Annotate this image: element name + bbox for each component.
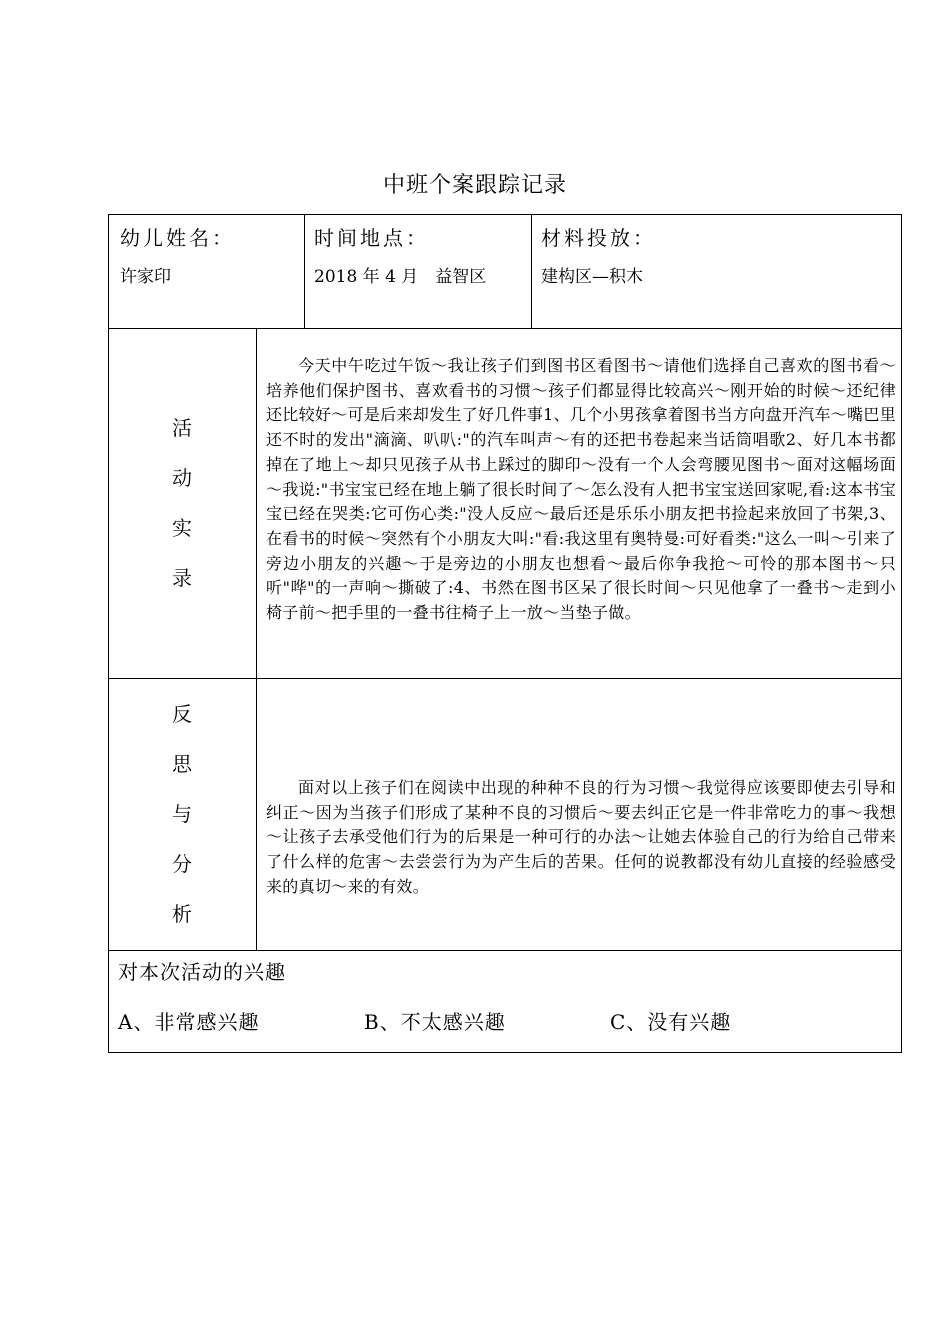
reflection-label-char: 思: [172, 752, 192, 776]
record-label-char: 动: [172, 466, 192, 490]
row-divider-record: [108, 678, 902, 679]
child-name-value: 许家印: [120, 267, 171, 287]
row-divider-reflection: [108, 950, 902, 951]
record-label-char: 录: [172, 566, 192, 590]
page-title: 中班个案跟踪记录: [382, 173, 567, 198]
reflection-text: 面对以上孩子们在阅读中出现的种种不良的行为习惯～我觉得应该要即使去引导和纠正～因为当孩子们形成了某种不良的习惯后～要去纠正它是一件非常吃力的事～我想～让孩子去承受他们行为的后果是一种可行的办法～让她去体验自己的行为给自己带来了什么样的危害～去尝尝行为为产生后的苦果。任何的说教都没有幼儿直接的经验感受来的真切～来的有效。: [266, 778, 896, 896]
reflection-label-char: 反: [172, 702, 192, 726]
materials-label: 材料投放：: [541, 226, 656, 250]
col-divider-label: [256, 328, 257, 950]
col-divider-time: [531, 214, 532, 328]
child-name-label: 幼儿姓名：: [120, 226, 235, 250]
materials-value: 建构区—积木: [541, 267, 643, 287]
time-place-label: 时间地点：: [314, 226, 429, 250]
reflection-label-char: 析: [172, 902, 192, 926]
interest-option-c: C、没有兴趣: [610, 1010, 732, 1034]
reflection-section-label: [108, 698, 256, 948]
row-divider-header: [108, 328, 902, 329]
reflection-label-char: 与: [172, 802, 192, 826]
reflection-label-char: 分: [172, 852, 192, 876]
col-divider-name: [304, 214, 305, 328]
activity-record-text: 今天中午吃过午饭～我让孩子们到图书区看图书～请他们选择自己喜欢的图书看～培养他们保护图书、喜欢看书的习惯～孩子们都显得比较高兴～刚开始的时候～还纪律还比较好～可是后来却发生了好几件事1、几个小男孩拿着图书当方向盘开汽车～嘴巴里还不时的发出"滴滴、叭叭:"的汽车叫声～有的还把书卷起来当话筒唱歌2、好几本书都掉在了地上～却只见孩子从书上踩过的脚印～没有一个人会弯腰见图书～面对这幅场面～我说:"书宝宝已经在地上躺了很长时间了～怎么没有人把书宝宝送回家呢,看:这本书宝宝已经在哭类:它可伤心类:"没人反应～最后还是乐乐小朋友把书捡起来放回了书架,3、在看书的时候～突然有个小朋友大叫:"看:我这里有奥特曼:可好看类:"这么一叫～引来了旁边小朋友的兴趣～于是旁边的小朋友也想看～最后你争我抢～可怜的那本图书～只听"哗"的一声响～撕破了:4、书然在图书区呆了很长时间～只见他拿了一叠书～走到小椅子前～把手里的一叠书往椅子上一放～当垫子做。: [266, 356, 896, 623]
record-label-char: 活: [172, 416, 192, 440]
record-section-label: [108, 412, 256, 612]
record-label-char: 实: [172, 516, 192, 540]
interest-label: 对本次活动的兴趣: [118, 960, 286, 984]
interest-option-b: B、不太感兴趣: [364, 1010, 506, 1034]
interest-option-a: A、非常感兴趣: [118, 1010, 260, 1034]
time-place-value: 2018 年 4 月 益智区: [314, 267, 487, 287]
